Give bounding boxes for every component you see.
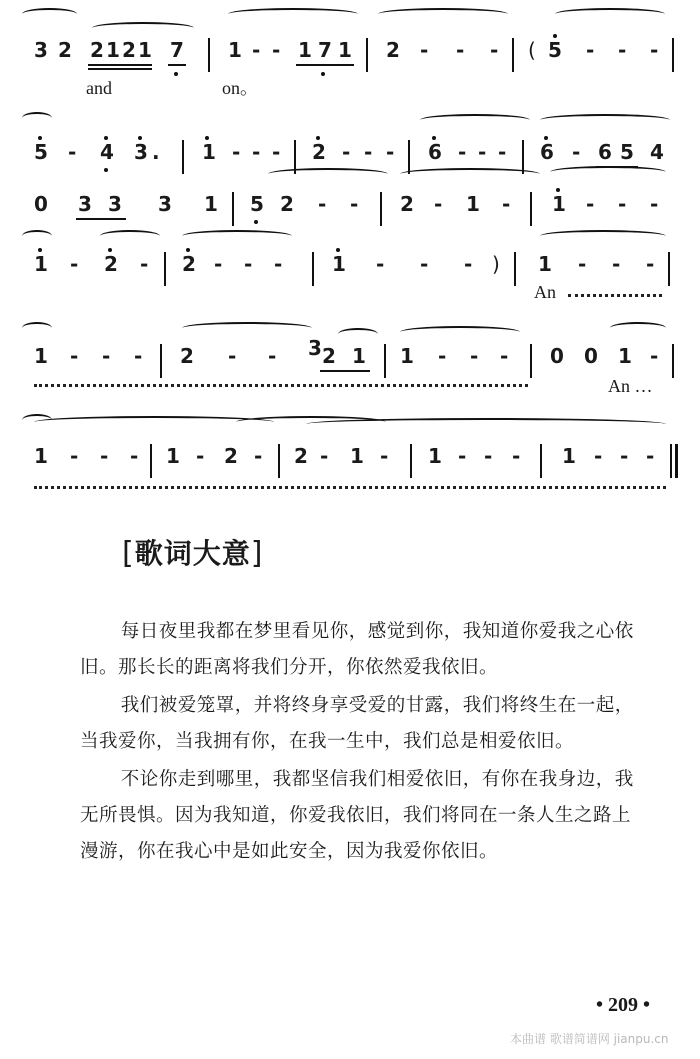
note: - (618, 38, 627, 62)
note: 1 (228, 38, 242, 62)
note: - (438, 344, 447, 368)
note: 2 (58, 38, 72, 62)
lyric-and: and (86, 78, 112, 98)
note: - (586, 192, 595, 216)
note: 1 (350, 444, 364, 468)
note: 1 (538, 252, 552, 276)
grace-note: 3 (308, 336, 322, 360)
note: - (646, 444, 655, 468)
note: 3 (134, 140, 148, 164)
note: 2 (312, 140, 326, 164)
note: - (102, 344, 111, 368)
note: 5 (34, 140, 48, 164)
lyric-on: on。 (222, 78, 258, 98)
note: 2 (182, 252, 196, 276)
bracket-close: ] (250, 536, 264, 571)
note: - (214, 252, 223, 276)
note: - (70, 444, 79, 468)
note: 2 (180, 344, 194, 368)
note: 1 (166, 444, 180, 468)
section-title (122, 532, 263, 572)
note: - (502, 192, 511, 216)
note: - (464, 252, 473, 276)
note: 6 (598, 140, 612, 164)
note: - (268, 344, 277, 368)
note: - (380, 444, 389, 468)
note: - (650, 38, 659, 62)
note: - (456, 38, 465, 62)
note: - (586, 38, 595, 62)
note: 1 (138, 38, 152, 62)
note: 2 (224, 444, 238, 468)
note: - (228, 344, 237, 368)
note: - (646, 252, 655, 276)
note: 5 (250, 192, 264, 216)
note: - (320, 444, 329, 468)
note: - (232, 140, 241, 164)
note: 5 (620, 140, 634, 164)
note: - (350, 192, 359, 216)
note: 6 (428, 140, 442, 164)
note: - (594, 444, 603, 468)
note: - (420, 252, 429, 276)
note: - (484, 444, 493, 468)
note: 1 (332, 252, 346, 276)
note: 7 (170, 38, 184, 62)
note: - (618, 192, 627, 216)
note: 1 (34, 344, 48, 368)
note: 3 (34, 38, 48, 62)
note: - (140, 252, 149, 276)
note: - (490, 38, 499, 62)
note: 1 (352, 344, 366, 368)
score-line-6 (0, 420, 700, 492)
note: - (70, 344, 79, 368)
note: 4 (100, 140, 114, 164)
note: - (272, 38, 281, 62)
note: - (274, 252, 283, 276)
watermark: 本曲谱 歌谱简谱网 jianpu.cn (510, 1032, 669, 1046)
note: - (68, 140, 77, 164)
note: - (420, 38, 429, 62)
note: 2 (294, 444, 308, 468)
note: - (134, 344, 143, 368)
page-number: • 209 • (596, 994, 651, 1016)
note: 2 (386, 38, 400, 62)
paragraph-1: 每日夜里我都在梦里看见你，感觉到你，我知道你爱我之心依旧。那长长的距离将我们分开，你依然爱我依旧。 (80, 621, 634, 678)
note: 3 (158, 192, 172, 216)
note: 5 (548, 38, 562, 62)
note: 1 (562, 444, 576, 468)
note: - (376, 252, 385, 276)
note: - (254, 444, 263, 468)
paren: ( (528, 38, 536, 62)
note: 3 (78, 192, 92, 216)
paragraph-2: 我们被爱笼罩，并将终身享受爱的甘露，我们将终生在一起，当我爱你，当我拥有你，在我一生中，我们总是相爱依旧。 (80, 695, 634, 752)
note: - (244, 252, 253, 276)
note: - (252, 38, 261, 62)
note: - (650, 192, 659, 216)
note: - (478, 140, 487, 164)
note: - (572, 140, 581, 164)
note: 1 (106, 38, 120, 62)
score-line-4 (0, 228, 700, 300)
note: - (272, 140, 281, 164)
note: 1 (204, 192, 218, 216)
section-title-text: 歌词大意 (134, 537, 251, 570)
note: - (196, 444, 205, 468)
note: 1 (618, 344, 632, 368)
note: - (498, 140, 507, 164)
score-line-5 (0, 320, 700, 396)
note: - (458, 444, 467, 468)
note: 0 (550, 344, 564, 368)
note: - (620, 444, 629, 468)
note: 1 (552, 192, 566, 216)
note: 2 (104, 252, 118, 276)
note: - (500, 344, 509, 368)
lyric-an-2: An … (608, 376, 653, 396)
note: - (650, 344, 659, 368)
note: - (100, 444, 109, 468)
note: - (434, 192, 443, 216)
note: - (470, 344, 479, 368)
note: 1 (428, 444, 442, 468)
note: 0 (584, 344, 598, 368)
note: - (364, 140, 373, 164)
note: - (70, 252, 79, 276)
note: - (458, 140, 467, 164)
note: . (152, 140, 160, 164)
note: - (612, 252, 621, 276)
note: - (318, 192, 327, 216)
note: 2 (280, 192, 294, 216)
note: - (512, 444, 521, 468)
note: 1 (466, 192, 480, 216)
note: 1 (34, 252, 48, 276)
note: - (252, 140, 261, 164)
note: - (130, 444, 139, 468)
note: 2 (400, 192, 414, 216)
note: 1 (34, 444, 48, 468)
note: 1 (338, 38, 352, 62)
note: 4 (650, 140, 664, 164)
note: 1 (202, 140, 216, 164)
note: 2 (122, 38, 136, 62)
note: 7 (318, 38, 332, 62)
note: 6 (540, 140, 554, 164)
note: 2 (322, 344, 336, 368)
note: - (578, 252, 587, 276)
note: 2 (90, 38, 104, 62)
lyrics-meaning (80, 614, 640, 872)
note: 1 (400, 344, 414, 368)
note: - (386, 140, 395, 164)
paragraph-3: 不论你走到哪里，我都坚信我们相爱依旧，有你在我身边，我无所畏惧。因为我知道，你爱我依旧，我们将同在一条人生之路上漫游，你在我心中是如此安全，因为我爱你依旧。 (80, 769, 634, 862)
note: 0 (34, 192, 48, 216)
lyric-an: An (534, 282, 556, 302)
note: 1 (298, 38, 312, 62)
note: 3 (108, 192, 122, 216)
score-line-1 (0, 14, 700, 98)
paren: ) (492, 252, 500, 276)
bracket-open: [ (122, 536, 135, 571)
note: - (342, 140, 351, 164)
